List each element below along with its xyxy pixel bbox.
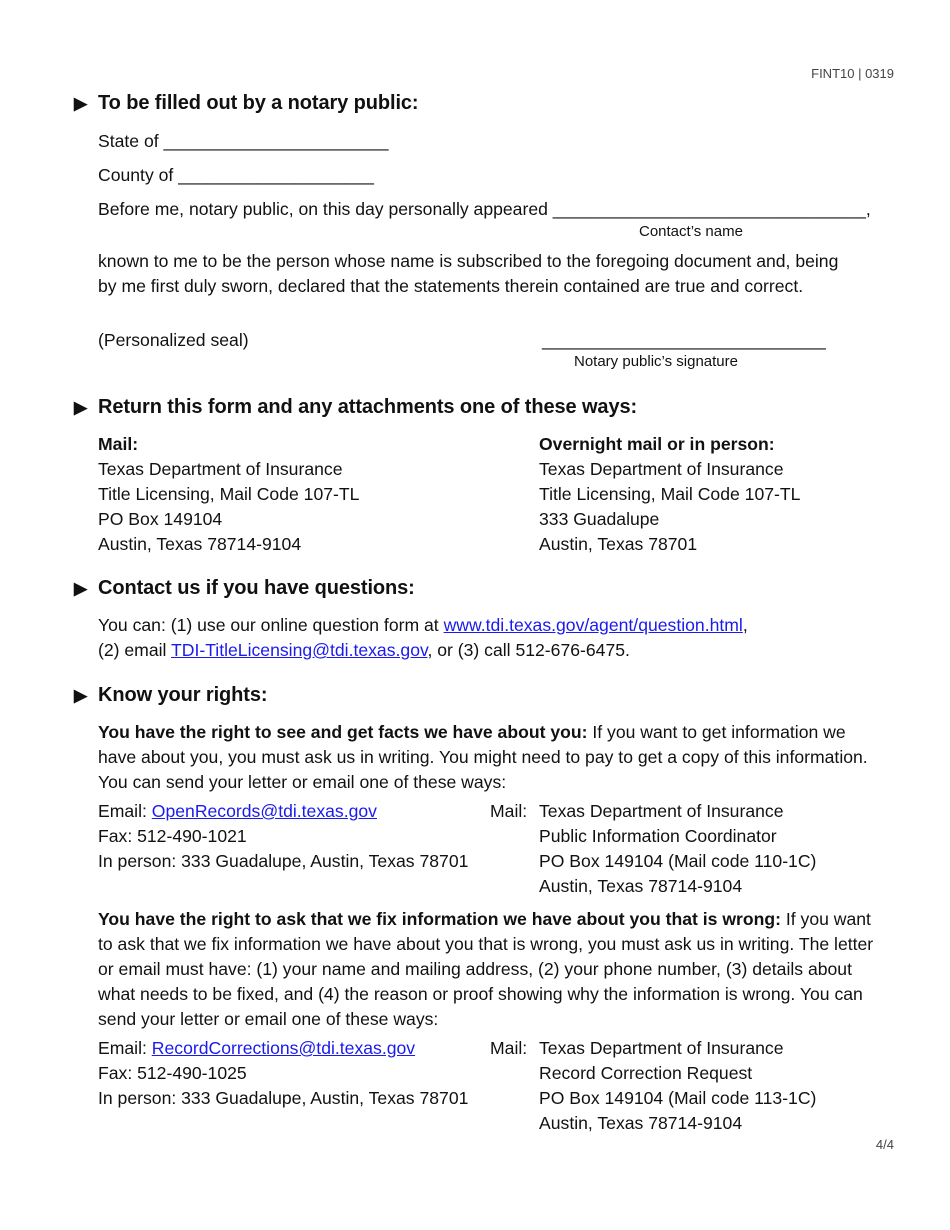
rights-heading-text: Know your rights: — [98, 684, 268, 706]
see-mail-label: Mail: — [490, 801, 528, 821]
see-mail-line: Public Information Coordinator — [539, 826, 777, 846]
contact-heading — [74, 577, 415, 600]
open-records-email-link[interactable]: OpenRecords@tdi.texas.gov — [151, 801, 377, 821]
signature-line[interactable]: _____________________________ — [542, 330, 826, 350]
notary-heading — [74, 92, 418, 115]
question-form-link[interactable]: www.tdi.texas.gov/agent/question.html — [443, 615, 743, 635]
seal-label: (Personalized seal) — [98, 330, 249, 350]
mail-line: PO Box 149104 — [98, 509, 223, 529]
right-to-fix-text: If you want to ask that we fix information we have about you that is wrong, you must ask us in writing. The letter or email must have: (1) your name and mailing address, (2) your phone number, (3) details about what needs to be fixed, and (4) the reason or proof showing why the information is wrong. You can send your letter or email one of these ways: — [98, 909, 874, 1029]
mail-line: Austin, Texas 78714-9104 — [98, 534, 302, 554]
fix-mail-line: PO Box 149104 (Mail code 113-1C) — [539, 1088, 817, 1108]
title-licensing-email-link[interactable]: TDI-TitleLicensing@tdi.texas.gov — [171, 640, 428, 660]
see-mail-line: Austin, Texas 78714-9104 — [539, 876, 743, 896]
overnight-title: Overnight mail or in person: — [539, 434, 775, 454]
overnight-line: Austin, Texas 78701 — [539, 534, 698, 554]
see-contact-block — [98, 799, 468, 874]
triangle-right-icon: ▶ — [74, 94, 87, 113]
mail-address-block — [98, 432, 359, 557]
county-field[interactable]: County of ____________________ — [98, 165, 374, 185]
fix-email-row — [98, 1036, 468, 1061]
right-to-see-paragraph — [98, 720, 878, 795]
triangle-right-icon: ▶ — [74, 579, 87, 598]
contact-line-1-prefix: You can: (1) use our online question form at — [98, 615, 444, 635]
contact-line-2 — [98, 638, 630, 663]
contact-name-caption: Contact’s name — [639, 223, 743, 240]
see-mail-line: Texas Department of Insurance — [539, 801, 784, 821]
contact-line-2-suffix: , or (3) call 512-676-6475. — [427, 640, 630, 660]
contact-line-1-suffix: , — [742, 615, 748, 635]
mail-line: Title Licensing, Mail Code 107-TL — [98, 484, 360, 504]
mail-line: Texas Department of Insurance — [98, 459, 343, 479]
signature-caption: Notary public’s signature — [574, 353, 738, 370]
overnight-address-block — [539, 432, 800, 557]
return-heading — [74, 396, 637, 419]
fix-mail-line: Texas Department of Insurance — [539, 1038, 784, 1058]
triangle-right-icon: ▶ — [74, 398, 87, 417]
appeared-field[interactable]: Before me, notary public, on this day personally appeared ________________________________, — [98, 199, 871, 219]
form-id: FINT10 | 0319 — [811, 66, 894, 81]
fix-fax: Fax: 512-490-1025 — [98, 1063, 247, 1083]
fix-mail-label: Mail: — [490, 1038, 528, 1058]
email-label: Email: — [98, 1038, 152, 1058]
fix-contact-block — [98, 1036, 468, 1111]
fix-in-person: In person: 333 Guadalupe, Austin, Texas 78701 — [98, 1088, 469, 1108]
fix-mail-block — [539, 1036, 816, 1136]
page-number: 4/4 — [875, 1137, 894, 1152]
see-in-person: In person: 333 Guadalupe, Austin, Texas 78701 — [98, 851, 469, 871]
fix-mail-line: Austin, Texas 78714-9104 — [539, 1113, 743, 1133]
fix-mail-line: Record Correction Request — [539, 1063, 753, 1083]
record-corrections-email-link[interactable]: RecordCorrections@tdi.texas.gov — [151, 1038, 416, 1058]
triangle-right-icon: ▶ — [74, 686, 87, 705]
contact-line-1 — [98, 613, 748, 638]
state-field[interactable]: State of _______________________ — [98, 131, 389, 151]
right-to-see-lead: You have the right to see and get facts we have about you: — [98, 722, 588, 742]
return-heading-text: Return this form and any attachments one of these ways: — [98, 396, 638, 418]
see-mail-line: PO Box 149104 (Mail code 110-1C) — [539, 851, 817, 871]
see-email-row — [98, 799, 468, 824]
right-to-fix-paragraph — [98, 907, 878, 1032]
rights-heading — [74, 684, 267, 707]
overnight-line: Texas Department of Insurance — [539, 459, 784, 479]
see-fax: Fax: 512-490-1021 — [98, 826, 247, 846]
right-to-see-text: If you want to get information we have about you, you must ask us in writing. You might need to pay to get a copy of this information. You can send your letter or email one of these ways: — [98, 722, 868, 792]
contact-heading-text: Contact us if you have questions: — [98, 577, 415, 599]
right-to-fix-lead: You have the right to ask that we fix information we have about you that is wrong: — [98, 909, 781, 929]
overnight-line: Title Licensing, Mail Code 107-TL — [539, 484, 801, 504]
overnight-line: 333 Guadalupe — [539, 509, 660, 529]
see-mail-block — [539, 799, 816, 899]
sworn-statement: known to me to be the person whose name is subscribed to the foregoing document and, being by me first duly sworn, declared that the statements therein contained are true and correct. — [98, 251, 839, 296]
contact-line-2-prefix: (2) email — [98, 640, 172, 660]
mail-title: Mail: — [98, 434, 139, 454]
notary-heading-text: To be filled out by a notary public: — [98, 92, 419, 114]
email-label: Email: — [98, 801, 152, 821]
